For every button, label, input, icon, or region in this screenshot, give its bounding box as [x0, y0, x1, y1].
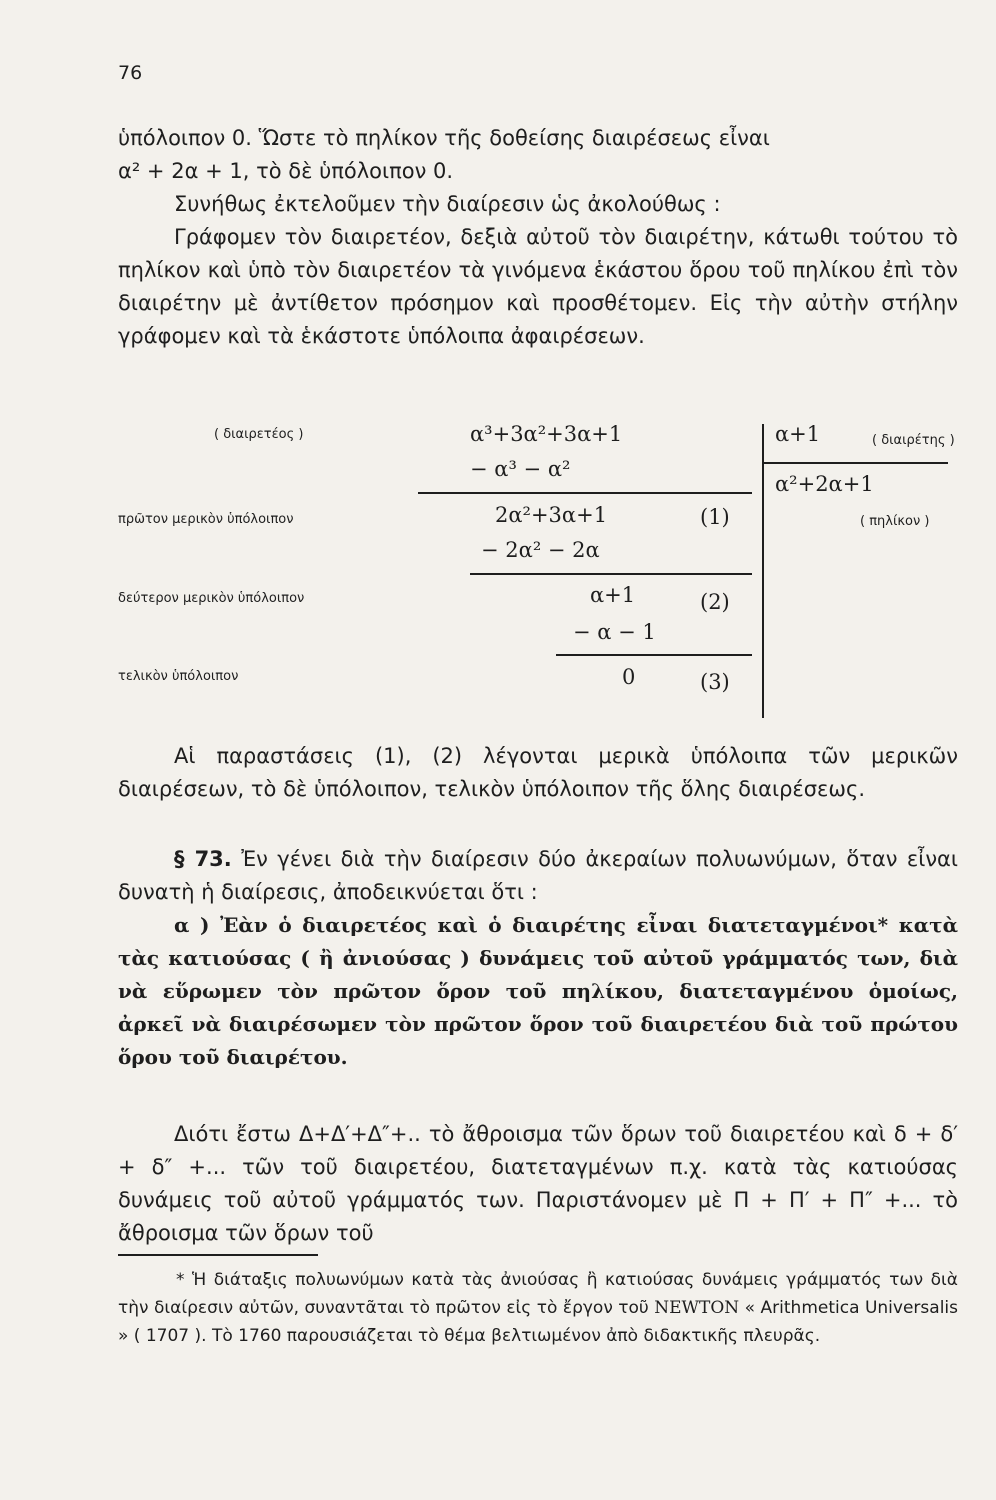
text-line: α² + 2α + 1, τὸ δὲ ὑπόλοιπον 0. [118, 159, 454, 183]
rule-3 [556, 654, 752, 656]
text-line: Συνήθως ἐκτελοῦμεν τὴν διαίρεσιν ὡς ἀκολούθως : [174, 192, 721, 216]
equation-number-1: (1) [700, 505, 730, 529]
section-paragraph [118, 843, 958, 909]
text-line: Διότι ἔστω Δ+Δ′+Δ″+.. τὸ ἄθροισμα τῶν ὅρων τοῦ διαιρετέου καὶ δ + δ′ + δ″ +... τῶν τοῦ διαιρετέου, διατεταγμένων π.χ. κατὰ τὰς κατιούσας δυνάμεις τοῦ αὐτοῦ γράμματός των. Παριστάνομεν μὲ Π + Π′ + Π″ +... τὸ ἄθροισμα τῶν ὅρων τοῦ [118, 1122, 958, 1245]
quotient: α²+2α+1 [775, 472, 874, 496]
equation-number-2: (2) [700, 590, 730, 614]
remainder-1: 2α²+3α+1 [495, 503, 608, 527]
subtraction-1: − α³ − α² [470, 457, 571, 481]
divisor-label: ( διαιρέτης ) [872, 433, 955, 448]
footnote-text-a: * Ἡ διάταξις πολυωνύμων κατὰ τὰς ἀνιούσας ἢ κατιούσας δυνάμεις γράμματός των διὰ τὴν διαίρεσιν αὐτῶν, συναντᾶται τὸ πρῶτον εἰς τὸ ἔργον τοῦ [118, 1270, 958, 1318]
section-number: § 73. [174, 847, 232, 871]
paragraph-remainders [118, 740, 958, 806]
footnote-text-b: « Arithmetica Universalis » ( 1707 ). Τὸ 1760 παρουσιάζεται τὸ θέμα βελτιωμένον ἀπὸ διδακτικῆς πλευρᾶς. [118, 1298, 958, 1346]
text-line: Αἱ παραστάσεις (1), (2) λέγονται μερικὰ ὑπόλοιπα τῶν μερικῶν διαιρέσεων, τὸ δὲ ὑπόλοιπον, τελικὸν ὑπόλοιπον τῆς ὅλης διαιρέσεως. [118, 744, 958, 801]
paragraph-intro [118, 122, 958, 353]
subtraction-3: − α − 1 [573, 620, 656, 644]
remainder-2: α+1 [590, 583, 636, 607]
subtraction-2: − 2α² − 2α [481, 538, 600, 562]
equation-number-3: (3) [700, 670, 730, 694]
page-number: 76 [118, 62, 143, 84]
footnote-rule [118, 1254, 318, 1256]
rule-1 [418, 492, 752, 494]
rule-2 [470, 573, 752, 575]
section-text: Ἐν γένει διὰ τὴν διαίρεσιν δύο ἀκεραίων πολυωνύμων, ὅταν εἶναι δυνατὴ ἡ διαίρεσις, ἀποδεικνύεται ὅτι : [118, 847, 958, 904]
division-vertical-line [762, 424, 764, 718]
dividend-label: ( διαιρετέος ) [214, 427, 304, 442]
remainder-2-label: δεύτερον μερικὸν ὑπόλοιπον [118, 591, 305, 606]
divisor-underline [762, 462, 948, 464]
quotient-label: ( πηλίκον ) [860, 514, 930, 529]
paragraph-section-73 [118, 843, 958, 1074]
footnote [118, 1266, 958, 1350]
remainder-1-label: πρῶτον μερικὸν ὑπόλοιπον [118, 512, 294, 527]
footnote-newton: NEWTON [654, 1298, 740, 1318]
remainder-3: 0 [622, 665, 636, 689]
paragraph-proof [118, 1118, 958, 1250]
rule-statement: α ) Ἐὰν ὁ διαιρετέος καὶ ὁ διαιρέτης εἶναι διατεταγμένοι* κατὰ τὰς κατιούσας ( ἢ ἀνιούσας ) δυνάμεις τοῦ αὐτοῦ γράμματός των, διὰ νὰ εὕρωμεν τὸν πρῶτον ὅρον τοῦ πηλίκου, διατεταγμένου ὁμοίως, ἀρκεῖ νὰ διαιρέσωμεν τὸν πρῶτον ὅρον τοῦ διαιρετέου διὰ τοῦ πρώτου ὅρου τοῦ διαιρέτου. [118, 913, 958, 1069]
text-line: ὑπόλοιπον 0. Ὥστε τὸ πηλίκον τῆς δοθείσης διαιρέσεως εἶναι [118, 126, 770, 150]
dividend: α³+3α²+3α+1 [470, 422, 623, 446]
divisor: α+1 [775, 422, 821, 446]
footnote-paragraph [118, 1266, 958, 1350]
text-line: Γράφομεν τὸν διαιρετέον, δεξιὰ αὐτοῦ τὸν διαιρέτην, κάτωθι τούτου τὸ πηλίκον καὶ ὑπὸ τὸν διαιρετέον τὰ γινόμενα ἑκάστου ὅρου τοῦ πηλίκου ἐπὶ τὸν διαιρέτην μὲ ἀντίθετον πρόσημον καὶ προσθέτομεν. Εἰς τὴν αὐτὴν στήλην γράφομεν καὶ τὰ ἑκάστοτε ὑπόλοιπα ἀφαιρέσεων. [118, 225, 958, 348]
remainder-3-label: τελικὸν ὑπόλοιπον [118, 669, 239, 684]
